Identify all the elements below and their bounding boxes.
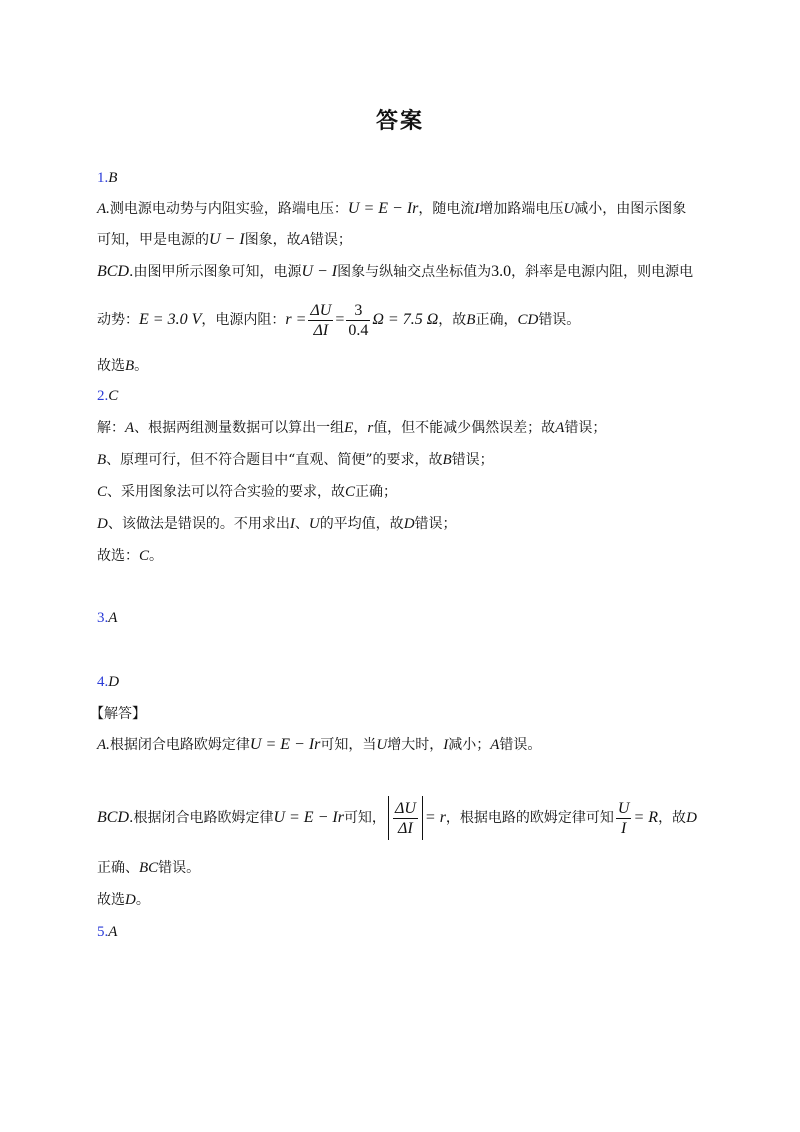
text: ，根据电路的欧姆定律可知 — [445, 810, 614, 826]
variable: B — [125, 358, 135, 374]
text: 、根据两组测量数据可以算出一组 — [134, 420, 345, 436]
equation: U = E − Ir — [347, 200, 419, 217]
text: 故选 — [97, 892, 125, 908]
option-label: BCD — [97, 809, 129, 826]
text: 增大时， — [387, 737, 444, 753]
denominator: ΔI — [313, 321, 329, 339]
text: 测电源电动势与内阻实验，路端电压： — [109, 201, 348, 217]
variable: A — [490, 737, 500, 753]
text: ，故 — [658, 810, 687, 826]
answer-letter: A — [108, 610, 118, 626]
variable: A — [125, 420, 135, 436]
fraction — [308, 301, 333, 340]
text: ，电源内阻： — [201, 312, 286, 328]
text: 错误； — [564, 420, 607, 436]
text: 可知，甲是电源的 — [97, 232, 209, 248]
numerator: ΔU — [310, 301, 332, 319]
variable: C — [139, 548, 150, 564]
option-label: BCD — [97, 263, 129, 280]
q2-paragraph-5 — [97, 546, 163, 566]
q2-paragraph-4 — [97, 514, 457, 534]
q2-paragraph-1 — [97, 418, 606, 438]
equation: = R — [633, 809, 659, 826]
text: 错误； — [451, 452, 494, 468]
text: 错误。 — [158, 860, 201, 876]
text: 错误； — [309, 232, 352, 248]
text: 、 — [294, 516, 309, 532]
text: 减小； — [448, 737, 491, 753]
solution-header: 【解答】 — [90, 706, 146, 722]
variable: C — [97, 484, 108, 500]
variable: A — [555, 420, 565, 436]
absolute-value — [388, 796, 423, 840]
option-label: A. — [97, 201, 110, 217]
text: 错误。 — [499, 737, 542, 753]
variable: I — [474, 201, 480, 217]
equation: E = 3.0 V — [139, 311, 202, 328]
text: 图象，故 — [244, 232, 301, 248]
text: ， — [353, 420, 368, 436]
text: 正确， — [475, 312, 518, 328]
answer-letter: B — [108, 170, 118, 186]
text: .由图甲所示图象可知，电源 — [129, 264, 302, 280]
variable: CD — [517, 312, 539, 328]
equation: r = — [285, 311, 307, 328]
variable: B — [442, 452, 452, 468]
text: 增加路端电压 — [479, 201, 564, 217]
variable: U — [376, 737, 388, 753]
text: 、原理可行，但不符合题目中“直观、简便”的要求，故 — [106, 452, 443, 468]
text: ，斜率是电源内阻，则电源电 — [511, 264, 694, 280]
fraction — [346, 301, 370, 340]
text: 解： — [97, 420, 125, 436]
text: 故选： — [97, 548, 139, 564]
text: 正确； — [355, 484, 398, 500]
q4-paragraph-4 — [97, 890, 150, 910]
question-number: 4. — [97, 674, 109, 690]
answer-letter: C — [108, 388, 119, 404]
text: 、采用图象法可以符合实验的要求，故 — [107, 484, 346, 500]
numerator: ΔU — [394, 799, 416, 817]
text: 、该做法是错误的。不用求出 — [107, 516, 290, 532]
denominator: 0.4 — [348, 321, 369, 339]
variable: U — [308, 516, 320, 532]
q1-paragraph-3 — [97, 262, 693, 282]
q1-paragraph-1 — [97, 199, 686, 219]
variable: C — [345, 484, 356, 500]
text: 错误。 — [538, 312, 581, 328]
equation: U = E − Ir — [273, 809, 344, 826]
variable: U — [563, 201, 575, 217]
q4-paragraph-1 — [97, 735, 541, 755]
answer-letter: D — [108, 674, 120, 690]
question-number: 3. — [97, 610, 109, 626]
equation: U − I — [209, 231, 245, 248]
q2-paragraph-3 — [97, 482, 397, 502]
answer-4-header — [97, 672, 119, 692]
variable: B — [97, 452, 107, 468]
question-number: 5. — [97, 924, 109, 940]
text: 。 — [149, 548, 164, 564]
equation: U = E − Ir — [249, 736, 321, 753]
q4-paragraph-2 — [97, 796, 697, 840]
numerator: U — [617, 799, 630, 817]
question-number: 2. — [97, 388, 109, 404]
variable: A — [300, 232, 310, 248]
equation: = — [335, 311, 345, 328]
variable: E — [344, 420, 354, 436]
text: 图象与纵轴交点坐标值为 — [337, 264, 492, 280]
value: 3.0 — [491, 263, 512, 280]
text: 可知，当 — [320, 737, 377, 753]
text: 故选 — [97, 358, 125, 374]
variable: D — [125, 892, 136, 908]
variable: I — [443, 737, 449, 753]
answer-letter: A — [108, 924, 118, 940]
text: 。 — [134, 358, 149, 374]
variable: BC — [139, 860, 159, 876]
q4-paragraph-3 — [97, 858, 200, 878]
answer-3-header — [97, 608, 117, 628]
text: ，故 — [438, 312, 467, 328]
q1-paragraph-5 — [97, 356, 148, 376]
fraction — [616, 799, 632, 838]
text: 正确、 — [97, 860, 139, 876]
variable: D — [97, 516, 108, 532]
answer-5-header — [97, 922, 117, 942]
q1-paragraph-4 — [97, 300, 580, 340]
variable: r — [367, 420, 374, 436]
option-label: A. — [97, 737, 110, 753]
text: 减小，由图示图象 — [574, 201, 687, 217]
text: 的平均值，故 — [319, 516, 404, 532]
text: 错误； — [414, 516, 457, 532]
numerator: 3 — [346, 301, 370, 321]
denominator: I — [621, 819, 627, 837]
equation: = r — [424, 809, 446, 826]
text: ，随电流 — [418, 201, 475, 217]
equation: U − I — [301, 263, 338, 280]
equation: Ω = 7.5 Ω — [372, 311, 439, 328]
text: 动势： — [97, 312, 139, 328]
text: 值，但不能减少偶然误差；故 — [373, 420, 556, 436]
variable: B — [466, 312, 476, 328]
fraction — [393, 799, 418, 838]
variable: D — [686, 810, 697, 826]
q2-paragraph-2 — [97, 450, 494, 470]
text: 可知， — [343, 810, 386, 826]
q1-paragraph-2 — [97, 230, 352, 250]
answer-2-header — [97, 386, 118, 406]
page-title: 答案 — [375, 109, 424, 134]
answer-1-header — [97, 168, 117, 188]
text: .根据闭合电路欧姆定律 — [129, 810, 274, 826]
variable: D — [403, 516, 415, 532]
variable: I — [289, 516, 295, 532]
denominator: ΔI — [398, 819, 413, 837]
text: 。 — [135, 892, 150, 908]
text: 根据闭合电路欧姆定律 — [109, 737, 250, 753]
question-number: 1. — [97, 170, 109, 186]
